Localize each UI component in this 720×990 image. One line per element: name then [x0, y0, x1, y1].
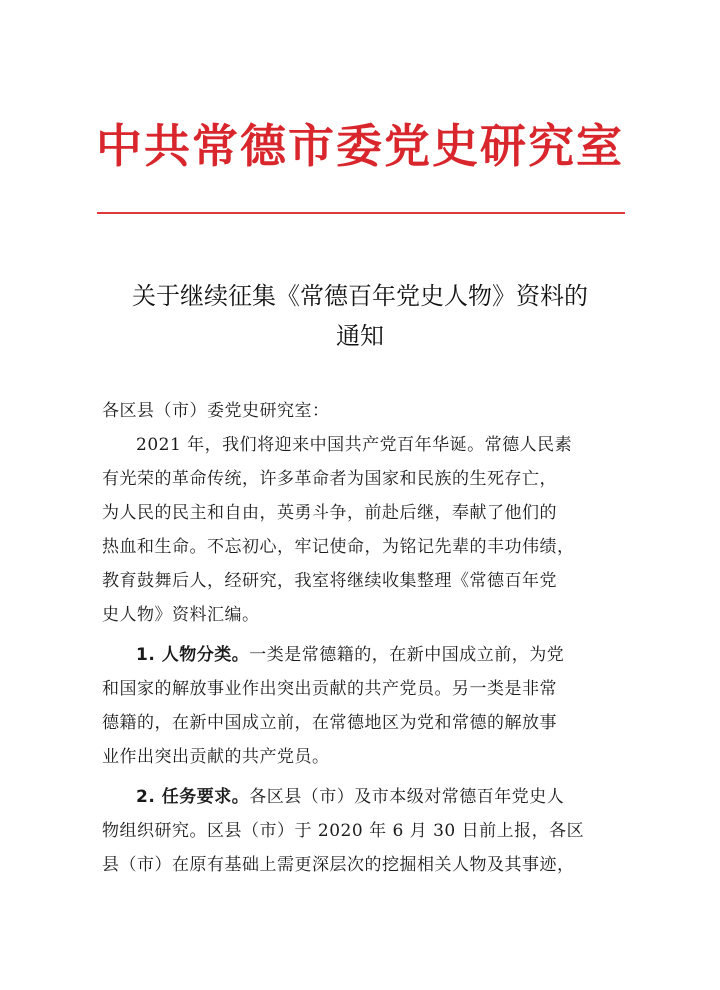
paragraph-line: 史人物》资料汇编。 [102, 605, 260, 625]
paragraph-line: 县（市）在原有基础上需更深层次的挖掘相关人物及其事迹， [102, 855, 575, 875]
paragraph-line: 为人民的民主和自由，英勇斗争，前赴后继，奉献了他们的 [102, 503, 557, 523]
header-divider-line [97, 212, 625, 214]
paragraph-line: 和国家的解放事业作出突出贡献的共产党员。另一类是非常 [102, 679, 557, 699]
paragraph-line: 教育鼓舞后人，经研究，我室将继续收集整理《常德百年党 [102, 571, 557, 591]
notice-body [102, 394, 602, 882]
paragraph-line: 物组织研究。区县（市）于 2020 年 6 月 30 日前上报，各区 [102, 821, 585, 841]
notice-title-line-2: 通知 [336, 322, 384, 350]
section-heading: 1. 人物分类。 [136, 645, 250, 665]
section-person-classification [102, 638, 602, 774]
paragraph-line: 业作出突出贡献的共产党员。 [102, 747, 330, 767]
section-first-line [102, 780, 602, 814]
section-text: 各区县（市）及市本级对常德百年党史人 [249, 787, 565, 807]
section-task-requirements [102, 780, 602, 882]
organization-header-title: 中共常德市委党史研究室 [96, 119, 624, 173]
section-first-line [102, 638, 602, 672]
paragraph-line: 有光荣的革命传统，许多革命者为国家和民族的生死存亡， [102, 469, 557, 489]
notice-title [70, 276, 650, 356]
section-heading: 2. 任务要求。 [136, 787, 250, 807]
paragraph-line: 热血和生命。不忘初心，牢记使命，为铭记先辈的丰功伟绩， [102, 537, 575, 557]
paragraph-line: 2021 年，我们将迎来中国共产党百年华诞。常德人民素 [136, 435, 573, 455]
salutation: 各区县（市）委党史研究室： [102, 401, 330, 421]
paragraph-line: 德籍的，在新中国成立前，在常德地区为党和常德的解放事 [102, 713, 557, 733]
section-text: 一类是常德籍的，在新中国成立前，为党 [249, 645, 565, 665]
paragraph-intro [102, 428, 602, 632]
notice-title-line-1: 关于继续征集《常德百年党史人物》资料的 [132, 282, 588, 310]
